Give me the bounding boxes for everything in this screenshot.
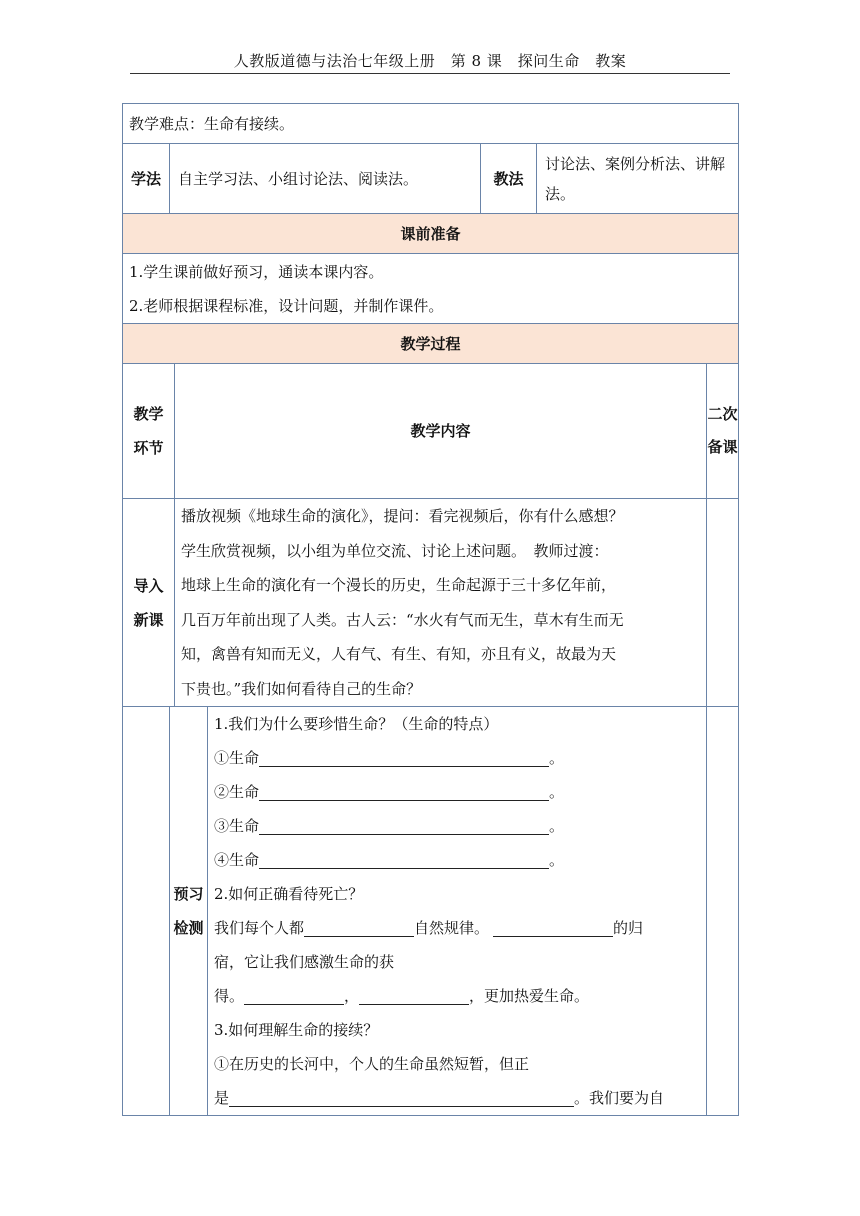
q3-text: 3.如何理解生命的接续？ <box>214 1021 379 1039</box>
intro-line: 地球上生命的演化有一个漫长的历史，生命起源于三十多亿年前， <box>181 576 617 594</box>
col-header-stage: 教学环节 <box>123 364 175 499</box>
q2-line-3: 得。 ， ，更加热爱生命。 <box>214 979 700 1013</box>
intro-line: 知，禽兽有知而无义，人有气、有生、有知，亦且有义，故最为天 <box>181 645 617 663</box>
q1-item: ①生命 。 <box>214 741 700 775</box>
study-method-label: 学法 <box>123 144 170 214</box>
intro-line: 下贵也。”我们如何看待自己的生命？ <box>181 679 422 698</box>
header-rule <box>130 73 730 74</box>
q3-line-1: ①在历史的长河中，个人的生命虽然短暂，但正 <box>214 1055 530 1073</box>
process-title: 教学过程 <box>123 324 739 364</box>
answer-blank[interactable] <box>229 1086 574 1107</box>
teaching-difficulty: 教学难点：生命有接续。 <box>123 104 739 144</box>
q1-item-label: ④生命 <box>214 851 260 869</box>
answer-blank[interactable] <box>259 780 549 801</box>
intro-content <box>175 499 707 707</box>
q3-line-2: 是 。我们要为自 <box>214 1081 700 1115</box>
answer-blank[interactable] <box>259 746 549 767</box>
col-header-content: 教学内容 <box>175 364 707 499</box>
answer-blank[interactable] <box>304 916 414 937</box>
q1-item-label: ③生命 <box>214 817 260 835</box>
q1-item-label: ①生命 <box>214 749 260 767</box>
lesson-plan-table <box>122 103 739 1116</box>
col-header-second: 二次备课 <box>707 364 739 499</box>
study-method-value: 自主学习法、小组讨论法、阅读法。 <box>170 144 481 214</box>
q2-line-1: 我们每个人都 自然规律。 的归 <box>214 911 700 945</box>
q2-text: 2.如何正确看待死亡？ <box>214 885 364 903</box>
prep-title: 课前准备 <box>123 214 739 254</box>
page-header: 人教版道德与法治七年级上册 第 8 课 探问生命 教案 <box>233 52 627 70</box>
q1-item: ③生命 。 <box>214 809 700 843</box>
q1-item: ④生命 。 <box>214 843 700 877</box>
answer-blank[interactable] <box>259 848 549 869</box>
teach-method-value: 讨论法、案例分析法、讲解法。 <box>537 144 739 214</box>
preview-label: 预习检测 <box>170 707 208 1116</box>
preview-left-blank <box>123 707 170 1116</box>
prep-item: 1.学生课前做好预习，通读本课内容。 <box>129 262 384 281</box>
intro-label: 导入新课 <box>123 499 175 707</box>
intro-second-prep <box>707 499 739 707</box>
q1-item-label: ②生命 <box>214 783 260 801</box>
answer-blank[interactable] <box>244 984 344 1005</box>
q1-item: ②生命 。 <box>214 775 700 809</box>
intro-line: 播放视频《地球生命的演化》，提问：看完视频后，你有什么感想？ <box>181 507 624 525</box>
answer-blank[interactable] <box>259 814 549 835</box>
intro-line: 学生欣赏视频，以小组为单位交流、讨论上述问题。 教师过渡： <box>181 541 609 560</box>
prep-item: 2.老师根据课程标准，设计问题，并制作课件。 <box>129 296 444 315</box>
preview-second-prep <box>707 707 739 1116</box>
answer-blank[interactable] <box>359 984 469 1005</box>
q2-line-2: 宿，它让我们感激生命的获 <box>214 953 395 971</box>
prep-items <box>123 254 739 324</box>
answer-blank[interactable] <box>493 916 613 937</box>
intro-line: 几百万年前出现了人类。古人云：“水火有气而无生，草木有生而无 <box>181 610 624 629</box>
teach-method-label: 教法 <box>481 144 537 214</box>
q1-text: 1.我们为什么要珍惜生命？（生命的特点） <box>214 715 499 733</box>
preview-content <box>208 707 707 1116</box>
